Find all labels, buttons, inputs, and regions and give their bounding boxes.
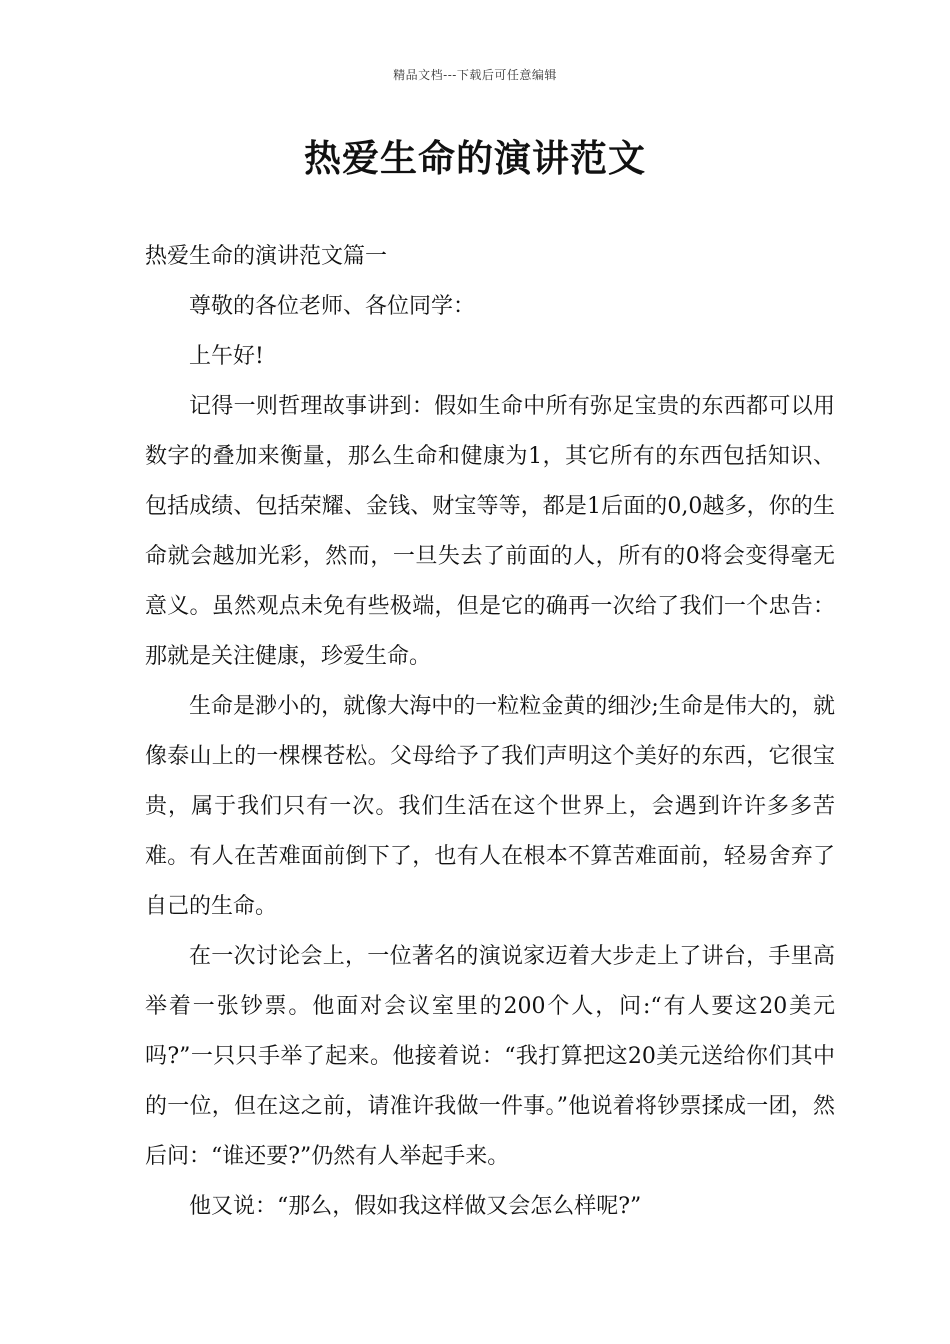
paragraph-body: 生命是渺小的，就像大海中的一粒粒金黄的细沙;生命是伟大的，就像泰山上的一棵棵苍松。父母给予了我们声明这个美好的东西，它很宝贵，属于我们只有一次。我们生活在这个世界上，会遇到许许多多苦难。有人在苦难面前倒下了，也有人在根本不算苦难面前，轻易舍弃了自己的生命。	[145, 694, 835, 919]
section-heading: 热爱生命的演讲范文篇一	[145, 244, 388, 269]
paragraph-salutation: 尊敬的各位老师、各位同学：	[189, 294, 476, 319]
paragraph-greeting: 上午好!	[189, 344, 264, 369]
paragraph-body: 记得一则哲理故事讲到：假如生命中所有弥足宝贵的东西都可以用数字的叠加来衡量，那么生命和健康为1，其它所有的东西包括知识、包括成绩、包括荣耀、金钱、财宝等等，都是1后面的0,0越多，你的生命就会越加光彩，然而，一旦失去了前面的人，所有的0将会变得毫无意义。虽然观点未免有些极端，但是它的确再一次给了我们一个忠告：那就是关注健康，珍爱生命。	[145, 394, 835, 669]
document-body	[145, 232, 835, 1232]
document-title: 热爱生命的演讲范文	[304, 136, 646, 180]
header-note: 精品文档---下载后可任意编辑	[393, 68, 557, 82]
paragraph-body: 在一次讨论会上，一位著名的演说家迈着大步走上了讲台，手里高举着一张钞票。他面对会议室里的200个人，问:“有人要这20美元吗?”一只只手举了起来。他接着说：“我打算把这20美元送给你们其中的一位，但在这之前，请准许我做一件事。”他说着将钞票揉成一团，然后问：“谁还要?”仍然有人举起手来。	[145, 944, 835, 1169]
paragraph-body: 他又说：“那么，假如我这样做又会怎么样呢?”	[189, 1194, 642, 1219]
